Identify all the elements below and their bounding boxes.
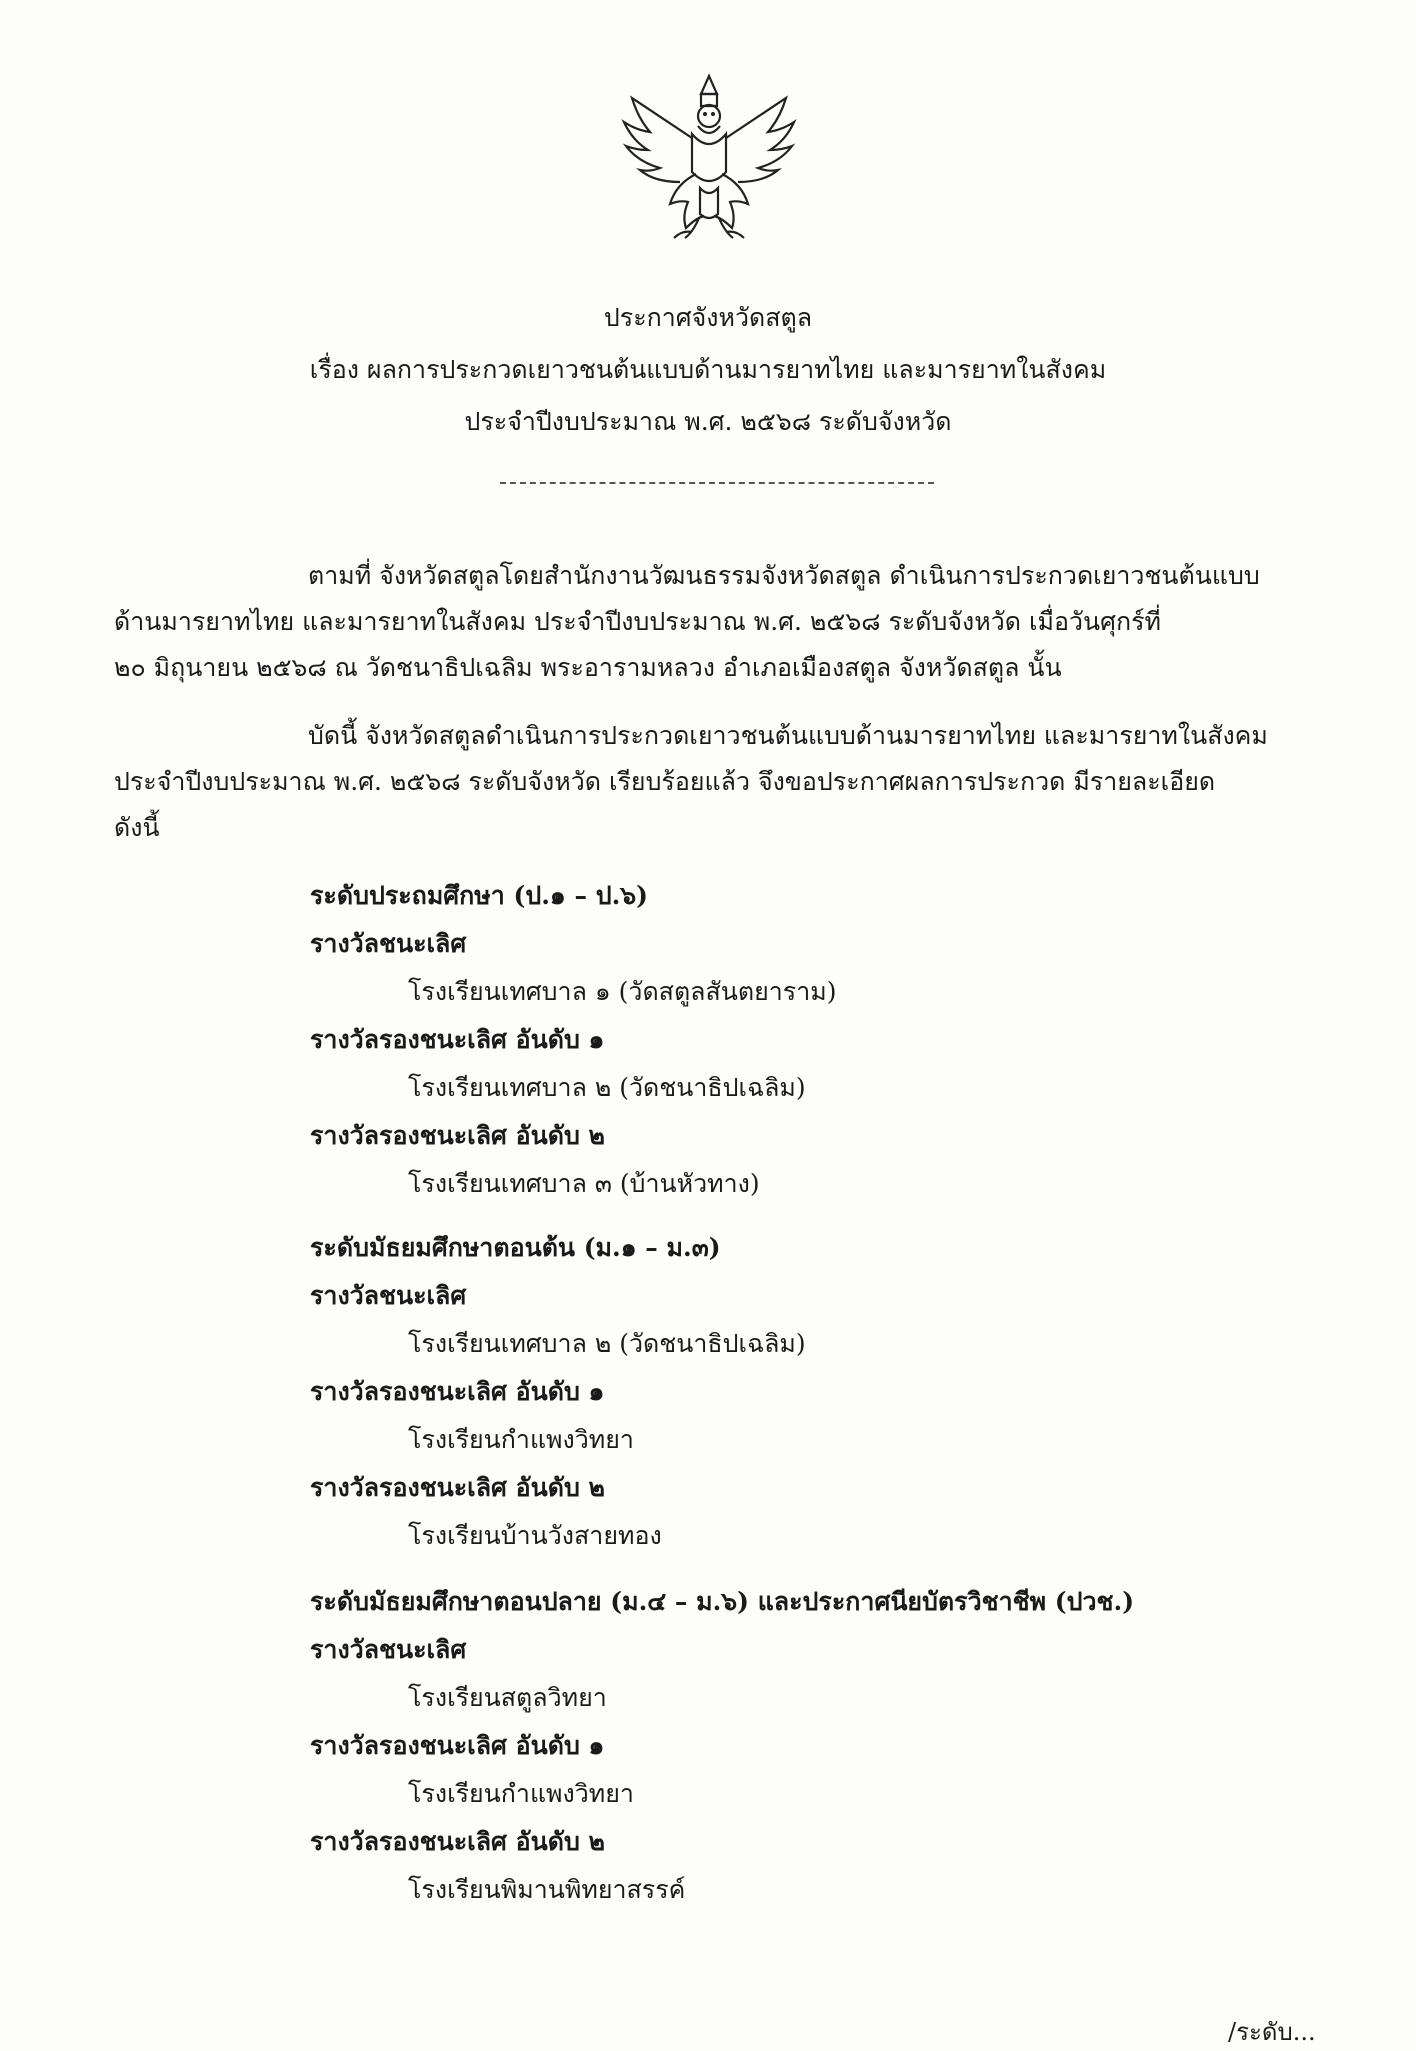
award-school: โรงเรียนกำแพงวิทยา — [408, 1425, 634, 1454]
award-school: โรงเรียนเทศบาล ๒ (วัดชนาธิปเฉลิม) — [408, 1329, 806, 1358]
award-title: รางวัลรองชนะเลิศ อันดับ ๒ — [310, 1121, 605, 1150]
award-title: รางวัลรองชนะเลิศ อันดับ ๑ — [310, 1377, 605, 1406]
award-school: โรงเรียนเทศบาล ๑ (วัดสตูลสันตยาราม) — [408, 977, 837, 1006]
award-title: รางวัลชนะเลิศ — [310, 1281, 467, 1310]
award-school: โรงเรียนกำแพงวิทยา — [408, 1779, 634, 1808]
continuation-note: /ระดับ... — [1228, 2018, 1316, 2046]
level-heading-upper-secondary: ระดับมัธยมศึกษาตอนปลาย (ม.๔ – ม.๖) และประกาศนียบัตรวิชาชีพ (ปวช.) — [310, 1587, 1135, 1616]
award-school: โรงเรียนเทศบาล ๓ (บ้านหัวทาง) — [408, 1169, 760, 1198]
title-divider — [500, 482, 934, 484]
paragraph1-line3: ๒๐ มิถุนายน ๒๕๖๘ ณ วัดชนาธิปเฉลิม พระอารามหลวง อำเภอเมืองสตูล จังหวัดสตูล นั้น — [114, 653, 1062, 682]
paragraph1-line2: ด้านมารยาทไทย และมารยาทในสังคม ประจำปีงบประมาณ พ.ศ. ๒๕๖๘ ระดับจังหวัด เมื่อวันศุกร์ที่ — [114, 607, 1162, 636]
paragraph2-line1: บัดนี้ จังหวัดสตูลดำเนินการประกวดเยาวชนต้นแบบด้านมารยาทไทย และมารยาทในสังคม — [308, 721, 1268, 750]
award-school: โรงเรียนสตูลวิทยา — [408, 1683, 607, 1712]
announcement-fiscal-year: ประจำปีงบประมาณ พ.ศ. ๒๕๖๘ ระดับจังหวัด — [464, 407, 952, 436]
paragraph2-line2: ประจำปีงบประมาณ พ.ศ. ๒๕๖๘ ระดับจังหวัด เรียบร้อยแล้ว จึงขอประกาศผลการประกวด มีรายละเอียด — [114, 767, 1216, 796]
garuda-emblem-icon — [604, 68, 814, 252]
paragraph1-line1: ตามที่ จังหวัดสตูลโดยสำนักงานวัฒนธรรมจังหวัดสตูล ดำเนินการประกวดเยาวชนต้นแบบ — [308, 561, 1260, 590]
award-title: รางวัลชนะเลิศ — [310, 929, 467, 958]
award-title: รางวัลรองชนะเลิศ อันดับ ๒ — [310, 1473, 605, 1502]
paragraph2-line3: ดังนี้ — [114, 813, 160, 842]
award-title: รางวัลรองชนะเลิศ อันดับ ๑ — [310, 1025, 605, 1054]
level-heading-primary: ระดับประถมศึกษา (ป.๑ – ป.๖) — [310, 881, 648, 910]
announcement-subject: เรื่อง ผลการประกวดเยาวชนต้นแบบด้านมารยาทไทย และมารยาทในสังคม — [309, 355, 1107, 384]
award-title: รางวัลรองชนะเลิศ อันดับ ๑ — [310, 1731, 605, 1760]
award-school: โรงเรียนบ้านวังสายทอง — [408, 1521, 662, 1550]
award-school: โรงเรียนพิมานพิทยาสรรค์ — [408, 1875, 686, 1904]
award-title: รางวัลรองชนะเลิศ อันดับ ๒ — [310, 1827, 605, 1856]
level-heading-lower-secondary: ระดับมัธยมศึกษาตอนต้น (ม.๑ – ม.๓) — [310, 1233, 721, 1262]
award-school: โรงเรียนเทศบาล ๒ (วัดชนาธิปเฉลิม) — [408, 1073, 806, 1102]
award-title: รางวัลชนะเลิศ — [310, 1635, 467, 1664]
announcement-title: ประกาศจังหวัดสตูล — [603, 303, 813, 332]
